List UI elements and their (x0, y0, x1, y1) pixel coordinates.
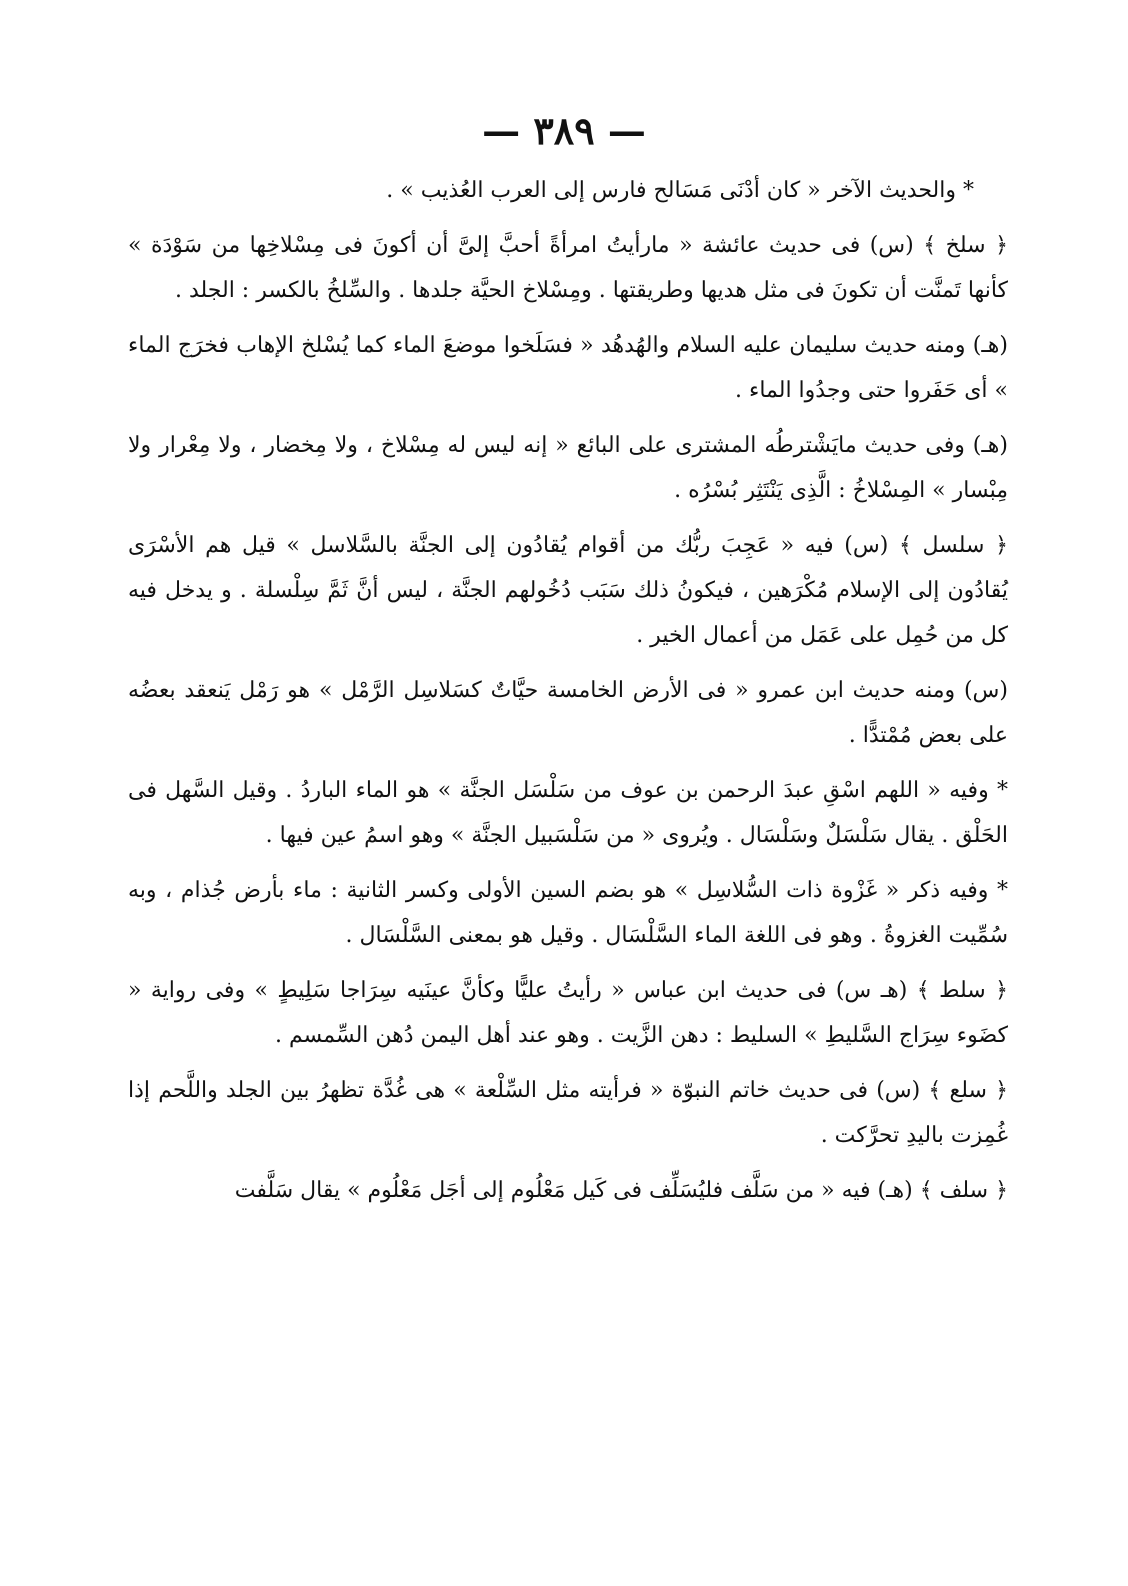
entry-salsal: ﴿ سلسل ﴾ (س) فيه « عَجِبَ ربُّك من أقوام يُقادُون إلى الجنَّة بالسَّلاسل » قيل هم الأسْرَى يُقادُون إلى الإسلام مُكْرَهين ، فيكونُ ذلك سَبَب دُخُولهم الجنَّة ، ليس أنَّ ثَمَّ سِلْسلة . و يدخل فيه كل من حُمِل على عَمَل من أعمال الخير . (128, 533, 1008, 648)
page-number: — ٣٨٩ — (482, 108, 646, 153)
paragraph: * والحديث الآخر « كان أدْنَى مَسَالح فارس إلى العرب العُذيب » . (386, 178, 974, 203)
paragraph: * وفيه ذكر « غَزْوة ذات السُّلاسِل » هو بضم السين الأولى وكسر الثانية : ماء بأرض جُذام ، وبه سُمِّيت الغزوةُ . وهو فى اللغة الماء السَّلْسَال . وقيل هو بمعنى السَّلْسَال . (128, 878, 1008, 948)
entry-salat: ﴿ سلط ﴾ (هـ س) فى حديث ابن عباس « رأيتُ عليًّا وكأنَّ عينَيه سِرَاجا سَلِيطٍ » وفى رواية « كضَوء سِرَاج السَّليطِ » السليط : دهن الزَّيت . وهو عند أهل اليمن دُهن السِّمسم . (128, 978, 1008, 1048)
paragraph: * وفيه « اللهم اسْقِ عبدَ الرحمن بن عوف من سَلْسَل الجنَّة » هو الماء الباردُ . وقيل السَّهل فى الحَلْق . يقال سَلْسَلٌ وسَلْسَال . ويُروى « من سَلْسَبيل الجنَّة » وهو اسمُ عين فيها . (128, 778, 1008, 848)
dictionary-text (128, 168, 1008, 1223)
paragraph: (هـ) وفى حديث مايَشْترطُه المشترى على البائع « إنه ليس له مِسْلاخ ، ولا مِخضار ، ولا مِعْرار ولا مِبْسار » المِسْلاخُ : الَّذِى يَنْتَثِر بُسْرُه . (128, 433, 1008, 503)
paragraph: (هـ) ومنه حديث سليمان عليه السلام والهُدهُد « فسَلَخوا موضعَ الماء كما يُسْلخ الإهاب فخرَج الماء » أى حَفَروا حتى وجدُوا الماء . (128, 333, 1008, 403)
paragraph: (س) ومنه حديث ابن عمرو « فى الأرض الخامسة حيَّاتٌ كسَلاسِل الرَّمْل » هو رَمْل يَنعقد بعضُه على بعض مُمْتدًّا . (128, 678, 1008, 748)
entry-sala: ﴿ سلع ﴾ (س) فى حديث خاتم النبوّة « فرأيته مثل السِّلْعة » هى غُدَّة تظهرُ بين الجلد واللَّحم إذا غُمِزت باليدِ تحرَّكت . (128, 1078, 1008, 1148)
entry-salakh: ﴿ سلخ ﴾ (س) فى حديث عائشة « مارأيتُ امرأةً أحبَّ إلىَّ أن أكونَ فى مِسْلاخِها من سَوْدَة » كأنها تَمنَّت أن تكونَ فى مثل هديها وطريقتها . ومِسْلاخ الحيَّة جلدها . والسِّلخُ بالكسر : الجلد . (128, 233, 1008, 303)
entry-salaf: ﴿ سلف ﴾ (هـ) فيه « من سَلَّف فليُسَلِّف فى كَيل مَعْلُوم إلى أجَل مَعْلُوم » يقال سَلَّفت (234, 1178, 1008, 1203)
